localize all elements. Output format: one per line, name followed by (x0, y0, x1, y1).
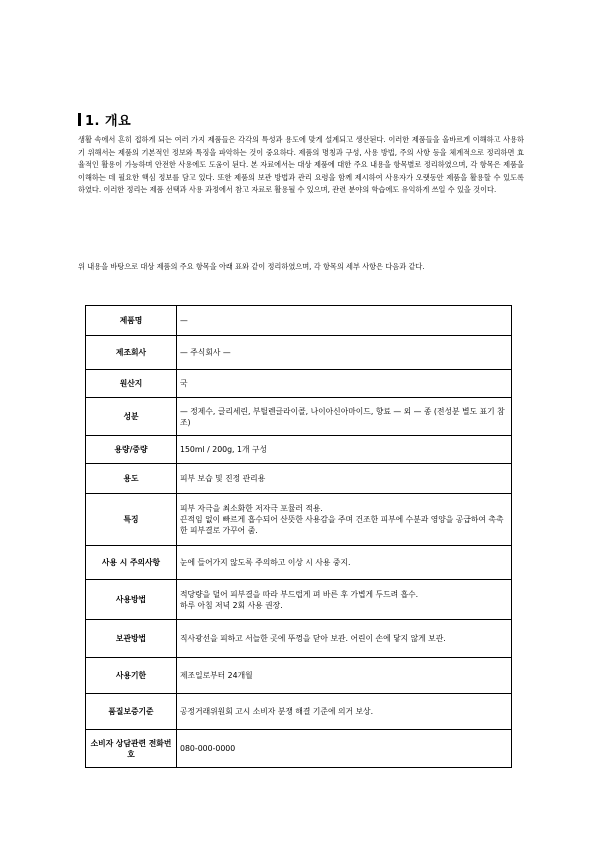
product-info-table (85, 305, 512, 768)
summary-paragraph: 위 내용을 바탕으로 대상 제품의 주요 항목을 아래 표와 같이 정리하였으며, 각 항목의 세부 사항은 다음과 같다. (78, 262, 425, 271)
row-label: 용도 (86, 464, 177, 494)
row-value-line: 피부 자극을 최소화한 저자극 포뮬러 적용. (180, 504, 323, 513)
row-value (177, 464, 512, 494)
row-value-line: — 주식회사 — (180, 348, 231, 357)
intro-paragraph: 생활 속에서 흔히 접하게 되는 여러 가지 제품들은 각각의 특성과 용도에 맞게 설계되고 생산된다. 이러한 제품들을 올바르게 이해하고 사용하기 위해서는 제품의 기본적인 정보와 특징을 파악하는 것이 중요하다. 제품의 명칭과 구성, 사용 방법, 주의 사항 등을 체계적으로 정리하면 효율적인 활용이 가능하며 안전한 사용에도 도움이 된다. 본 자료에서는 대상 제품에 대한 주요 내용을 항목별로 정리하였으며, 각 항목은 제품을 이해하는 데 필요한 핵심 정보를 담고 있다. 또한 제품의 보관 방법과 관리 요령을 함께 제시하여 사용자가 오랫동안 제품을 활용할 수 있도록 하였다. 이러한 정리는 제품 선택과 사용 과정에서 참고 자료로 활용될 수 있으며, 관련 분야의 학습에도 유익하게 쓰일 수 있을 것이다. (78, 135, 524, 195)
row-label: 사용방법 (86, 580, 177, 620)
table-row (86, 494, 512, 546)
row-value (177, 398, 512, 436)
table-row (86, 306, 512, 336)
row-label: 사용기한 (86, 658, 177, 694)
row-value-line: 제조일로부터 24개월 (180, 671, 253, 680)
row-label: 용량/중량 (86, 436, 177, 464)
row-value (177, 546, 512, 580)
row-label: 제품명 (86, 306, 177, 336)
row-label: 제조회사 (86, 336, 177, 370)
section-heading (78, 110, 131, 129)
table-row (86, 546, 512, 580)
row-label: 성분 (86, 398, 177, 436)
heading-marker (78, 113, 81, 126)
row-value (177, 730, 512, 768)
row-value (177, 620, 512, 658)
row-value (177, 580, 512, 620)
row-value-line: 국 (180, 379, 188, 388)
product-info-table-body (86, 306, 512, 768)
row-label: 원산지 (86, 370, 177, 398)
section-heading-text: 1. 개요 (85, 114, 132, 129)
row-value-line: — (180, 316, 188, 325)
row-value (177, 494, 512, 546)
row-value-line: 080-000-0000 (180, 744, 236, 753)
row-label: 보관방법 (86, 620, 177, 658)
row-value-line: 하루 아침 저녁 2회 사용 권장. (180, 600, 283, 610)
row-value-line: 공정거래위원회 고시 소비자 분쟁 해결 기준에 의거 보상. (180, 707, 374, 716)
row-value (177, 336, 512, 370)
table-row (86, 620, 512, 658)
row-label: 특징 (86, 494, 177, 546)
table-row (86, 730, 512, 768)
table-row (86, 658, 512, 694)
row-value (177, 658, 512, 694)
table-row (86, 398, 512, 436)
row-value-line: 150ml / 200g, 1개 구성 (180, 445, 268, 454)
table-row (86, 370, 512, 398)
row-label: 품질보증기준 (86, 694, 177, 730)
row-value-line: 끈적임 없이 빠르게 흡수되어 산뜻한 사용감을 주며 건조한 피부에 수분과 영양을 공급하여 촉촉한 피부결로 가꾸어 줌. (180, 515, 504, 535)
row-value-line: — 정제수, 글리세린, 부틸렌글라이콜, 나이아신아마이드, 향료 — 외 — 종 (전성분 별도 표기 참조) (180, 406, 505, 427)
row-label: 사용 시 주의사항 (86, 546, 177, 580)
table-row (86, 436, 512, 464)
table-row (86, 464, 512, 494)
row-value-line: 피부 보습 및 진정 관리용 (180, 474, 266, 483)
table-row (86, 580, 512, 620)
table-row (86, 336, 512, 370)
row-value-line: 적당량을 덜어 피부결을 따라 부드럽게 펴 바른 후 가볍게 두드려 흡수. (180, 589, 419, 599)
row-value (177, 436, 512, 464)
row-value-line: 직사광선을 피하고 서늘한 곳에 뚜껑을 닫아 보관. 어린이 손에 닿지 않게 보관. (180, 634, 446, 643)
table-row (86, 694, 512, 730)
row-value (177, 306, 512, 336)
row-value (177, 694, 512, 730)
row-value-line: 눈에 들어가지 않도록 주의하고 이상 시 사용 중지. (180, 558, 351, 567)
row-label: 소비자 상담관련 전화번호 (86, 730, 177, 768)
row-value (177, 370, 512, 398)
